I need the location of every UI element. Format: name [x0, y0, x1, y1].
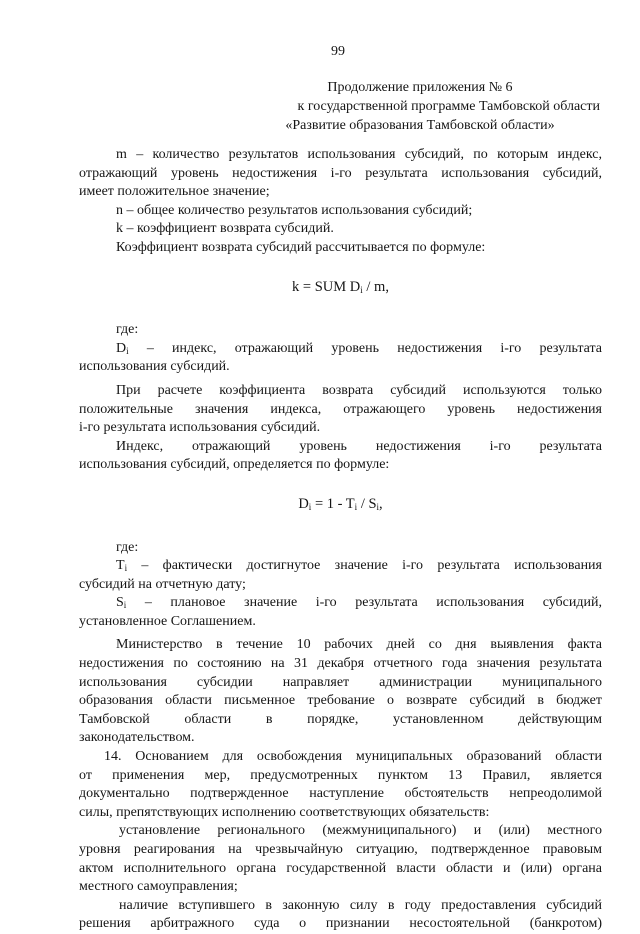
text-line: недостижения по состоянию на 31 декабря отчетного года значения результата — [79, 656, 602, 672]
text-line: где: — [116, 322, 139, 338]
text-line: использования субсидий. — [79, 359, 230, 375]
text-line: силы, препятствующих исполнению соответствующих обязательств: — [79, 804, 490, 820]
text-line: отражающий уровень недостижения i-го результата использования субсидий, — [79, 165, 602, 181]
formula-return-coefficient: k = SUM Di / m, — [292, 278, 389, 295]
text-line: положительные значения индекса, отражающего уровень недостижения — [79, 401, 602, 417]
text-line: Коэффициент возврата субсидий рассчитывается по формуле: — [116, 239, 486, 255]
page-number: 99 — [331, 44, 345, 59]
text-line: Индекс, отражающий уровень недостижения i-го результата — [116, 438, 602, 454]
text-line: актом исполнительного органа государственной власти области и (или) органа — [79, 860, 602, 876]
text-line: При расчете коэффициента возврата субсидий используются только — [116, 382, 602, 398]
appendix-header-line-3: «Развитие образования Тамбовской области» — [285, 118, 555, 133]
text-line: субсидий на отчетную дату; — [79, 576, 246, 592]
text-line: использования субсидий, определяется по формуле: — [79, 457, 390, 473]
appendix-header — [240, 78, 600, 135]
text-line: Si – плановое значение i-го результата использования субсидий, — [116, 595, 602, 611]
text-line: местного самоуправления; — [79, 879, 238, 895]
text-line: установление регионального (межмуниципального) и (или) местного — [119, 823, 602, 839]
text-line: установленное Соглашением. — [79, 613, 256, 629]
text-line: Министерство в течение 10 рабочих дней со дня выявления факта — [116, 637, 602, 653]
text-line: уровня реагирования на чрезвычайную ситуацию, подтвержденное правовым — [79, 842, 602, 857]
appendix-header-line-2: к государственной программе Тамбовской области — [297, 99, 600, 114]
text-line: от применения мер, предусмотренных пунктом 13 Правил, является — [79, 767, 602, 783]
text-line: образования области письменное требование о возврате субсидий в бюджет — [79, 693, 602, 709]
document-body — [79, 146, 602, 934]
text-line: решения арбитражного суда о признании несостоятельной (банкротом) — [79, 916, 602, 932]
text-line: законодательством. — [79, 730, 195, 746]
text-line: 14. Основанием для освобождения муниципальных образований области — [104, 749, 602, 765]
text-line: Ti – фактически достигнутое значение i-го результата использования — [116, 558, 602, 574]
text-line: m – количество результатов использования субсидий, по которым индекс, — [116, 147, 602, 162]
text-line: использования субсидии направляет администрации муниципального — [79, 674, 602, 690]
appendix-header-line-1: Продолжение приложения № 6 — [327, 80, 513, 95]
text-line: k – коэффициент возврата субсидий. — [116, 221, 334, 237]
text-line: имеет положительное значение; — [79, 184, 270, 200]
text-line: где: — [116, 539, 139, 555]
text-line: наличие вступившего в законную силу в году предоставления субсидий — [119, 897, 602, 913]
text-line: n – общее количество результатов использования субсидий; — [116, 202, 473, 218]
text-line: Тамбовской области в порядке, установленном действующим — [79, 711, 602, 727]
formula-index: Di = 1 - Ti / Si, — [298, 495, 383, 512]
text-line: Di – индекс, отражающий уровень недостижения i-го результата — [116, 340, 602, 356]
text-line: документально подтвержденное наступление обстоятельств непреодолимой — [79, 786, 602, 802]
text-line: i-го результата использования субсидий. — [79, 420, 321, 436]
